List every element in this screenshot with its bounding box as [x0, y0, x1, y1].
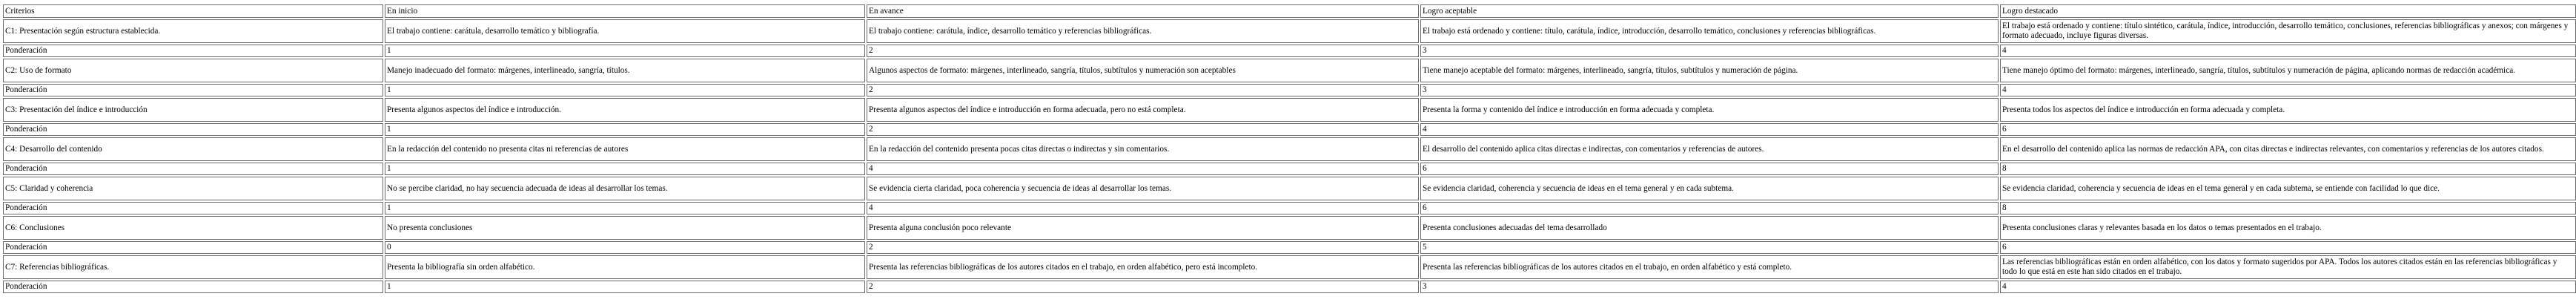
criterion-name: C7: Referencias bibliográficas. [3, 255, 383, 279]
weight-label: Ponderación [3, 281, 383, 293]
criterion-level-description: El trabajo contiene: carátula, índice, desarrollo temático y referencias bibliográficas. [867, 19, 1419, 43]
criterion-level-description: Presenta todos los aspectos del índice e introducción en forma adecuada y completa. [2000, 98, 2576, 122]
weight-value: 1 [385, 84, 865, 96]
weight-row [3, 123, 2576, 136]
criterion-level-description: El trabajo está ordenado y contiene: título sintético, carátula, índice, introducción, desarrollo temático, conclusiones, referencias bibliográficas y anexos; con márgenes y formato adecuado, incluye figuras diversas. [2000, 19, 2576, 43]
criterion-level-description: En la redacción del contenido presenta pocas citas directas o indirectas y sin comentarios. [867, 137, 1419, 161]
criterion-level-description: Tiene manejo óptimo del formato: márgenes, interlineado, sangría, títulos, subtítulos y numeración de página, aplicando normas de redacción académica. [2000, 59, 2576, 82]
weight-value: 4 [2000, 84, 2576, 96]
criterion-level-description: Presenta algunos aspectos del índice e introducción en forma adecuada, pero no está completa. [867, 98, 1419, 122]
weight-row [3, 45, 2576, 57]
weight-value: 3 [1420, 84, 1999, 96]
criterion-level-description: Presenta las referencias bibliográficas de los autores citados en el trabajo, en orden alfabético y está completo. [1420, 255, 1999, 279]
weight-row [3, 163, 2576, 175]
criterion-level-description: Manejo inadecuado del formato: márgenes, interlineado, sangría, títulos. [385, 59, 865, 82]
criterion-level-description: Presenta la forma y contenido del índice e introducción en forma adecuada y completa. [1420, 98, 1999, 122]
criterion-row [3, 177, 2576, 200]
weight-value: 6 [2000, 241, 2576, 254]
criterion-name: C2: Uso de formato [3, 59, 383, 82]
weight-value: 6 [2000, 123, 2576, 136]
criterion-name: C4: Desarrollo del contenido [3, 137, 383, 161]
weight-value: 2 [867, 123, 1419, 136]
criterion-row [3, 59, 2576, 82]
criterion-name: C1: Presentación según estructura establecida. [3, 19, 383, 43]
weight-value: 1 [385, 281, 865, 293]
criterion-level-description: El trabajo contiene: carátula, desarrollo temático y bibliografía. [385, 19, 865, 43]
weight-value: 6 [1420, 202, 1999, 214]
weight-row [3, 281, 2576, 293]
criterion-level-description: En el desarrollo del contenido aplica las normas de redacción APA, con citas directas e indirectas relevantes, con comentarios y referencias de los autores citados. [2000, 137, 2576, 161]
weight-value: 3 [1420, 281, 1999, 293]
rubric-table [1, 3, 2576, 295]
weight-label: Ponderación [3, 163, 383, 175]
criterion-level-description: No se percibe claridad, no hay secuencia adecuada de ideas al desarrollar los temas. [385, 177, 865, 200]
header-logro-aceptable: Logro aceptable [1420, 4, 1999, 18]
weight-value: 1 [385, 123, 865, 136]
criterion-level-description: Presenta conclusiones adecuadas del tema desarrollado [1420, 216, 1999, 240]
criterion-level-description: Las referencias bibliográficas están en orden alfabético, con los datos y formato sugeridos por APA. Todos los autores citados están en las referencias bibliográficas y todo lo que está en este han sido citados en el trabajo. [2000, 255, 2576, 279]
criterion-name: C5: Claridad y coherencia [3, 177, 383, 200]
weight-label: Ponderación [3, 84, 383, 96]
criterion-row [3, 255, 2576, 279]
header-criteria: Criterios [3, 4, 383, 18]
weight-value: 8 [2000, 163, 2576, 175]
criterion-level-description: Algunos aspectos de formato: márgenes, interlineado, sangría, títulos, subtítulos y numeración son aceptables [867, 59, 1419, 82]
weight-value: 6 [1420, 163, 1999, 175]
weight-row [3, 241, 2576, 254]
criterion-level-description: El trabajo está ordenado y contiene: título, carátula, índice, introducción, desarrollo temático, conclusiones y referencias bibliográficas. [1420, 19, 1999, 43]
weight-value: 2 [867, 241, 1419, 254]
criterion-row [3, 216, 2576, 240]
weight-value: 4 [867, 202, 1419, 214]
criterion-level-description: Se evidencia claridad, coherencia y secuencia de ideas en el tema general y en cada subtema. [1420, 177, 1999, 200]
header-en-inicio: En inicio [385, 4, 865, 18]
weight-value: 4 [1420, 123, 1999, 136]
weight-value: 1 [385, 163, 865, 175]
weight-value: 2 [867, 45, 1419, 57]
weight-label: Ponderación [3, 202, 383, 214]
weight-value: 8 [2000, 202, 2576, 214]
header-en-avance: En avance [867, 4, 1419, 18]
criterion-level-description: Presenta alguna conclusión poco relevante [867, 216, 1419, 240]
weight-value: 4 [2000, 281, 2576, 293]
criterion-level-description: Presenta algunos aspectos del índice e introducción. [385, 98, 865, 122]
criterion-level-description: El desarrollo del contenido aplica citas directas e indirectas, con comentarios y referencias de autores. [1420, 137, 1999, 161]
criterion-row [3, 98, 2576, 122]
weight-value: 1 [385, 45, 865, 57]
criterion-row [3, 137, 2576, 161]
weight-value: 2 [867, 84, 1419, 96]
weight-value: 2 [867, 281, 1419, 293]
criterion-level-description: Tiene manejo aceptable del formato: márgenes, interlineado, sangría, títulos, subtítulos y numeración de página. [1420, 59, 1999, 82]
criterion-level-description: Se evidencia cierta claridad, poca coherencia y secuencia de ideas al desarrollar los temas. [867, 177, 1419, 200]
criterion-level-description: Presenta la bibliografía sin orden alfabético. [385, 255, 865, 279]
weight-value: 4 [867, 163, 1419, 175]
criterion-level-description: Presenta las referencias bibliográficas de los autores citados en el trabajo, en orden alfabético, pero está incompleto. [867, 255, 1419, 279]
criterion-level-description: En la redacción del contenido no presenta citas ni referencias de autores [385, 137, 865, 161]
header-logro-destacado: Logro destacado [2000, 4, 2576, 18]
criterion-level-description: Presenta conclusiones claras y relevantes basada en los datos o temas presentados en el trabajo. [2000, 216, 2576, 240]
weight-row [3, 202, 2576, 214]
weight-label: Ponderación [3, 241, 383, 254]
weight-row [3, 84, 2576, 96]
weight-label: Ponderación [3, 123, 383, 136]
criterion-name: C3: Presentación del índice e introducción [3, 98, 383, 122]
criterion-level-description: Se evidencia claridad, coherencia y secuencia de ideas en el tema general y en cada subtema, se entiende con facilidad lo que dice. [2000, 177, 2576, 200]
criterion-row [3, 19, 2576, 43]
weight-value: 5 [1420, 241, 1999, 254]
weight-value: 0 [385, 241, 865, 254]
weight-value: 3 [1420, 45, 1999, 57]
criterion-name: C6: Conclusiones [3, 216, 383, 240]
weight-label: Ponderación [3, 45, 383, 57]
header-row [3, 4, 2576, 18]
weight-value: 1 [385, 202, 865, 214]
criterion-level-description: No presenta conclusiones [385, 216, 865, 240]
weight-value: 4 [2000, 45, 2576, 57]
